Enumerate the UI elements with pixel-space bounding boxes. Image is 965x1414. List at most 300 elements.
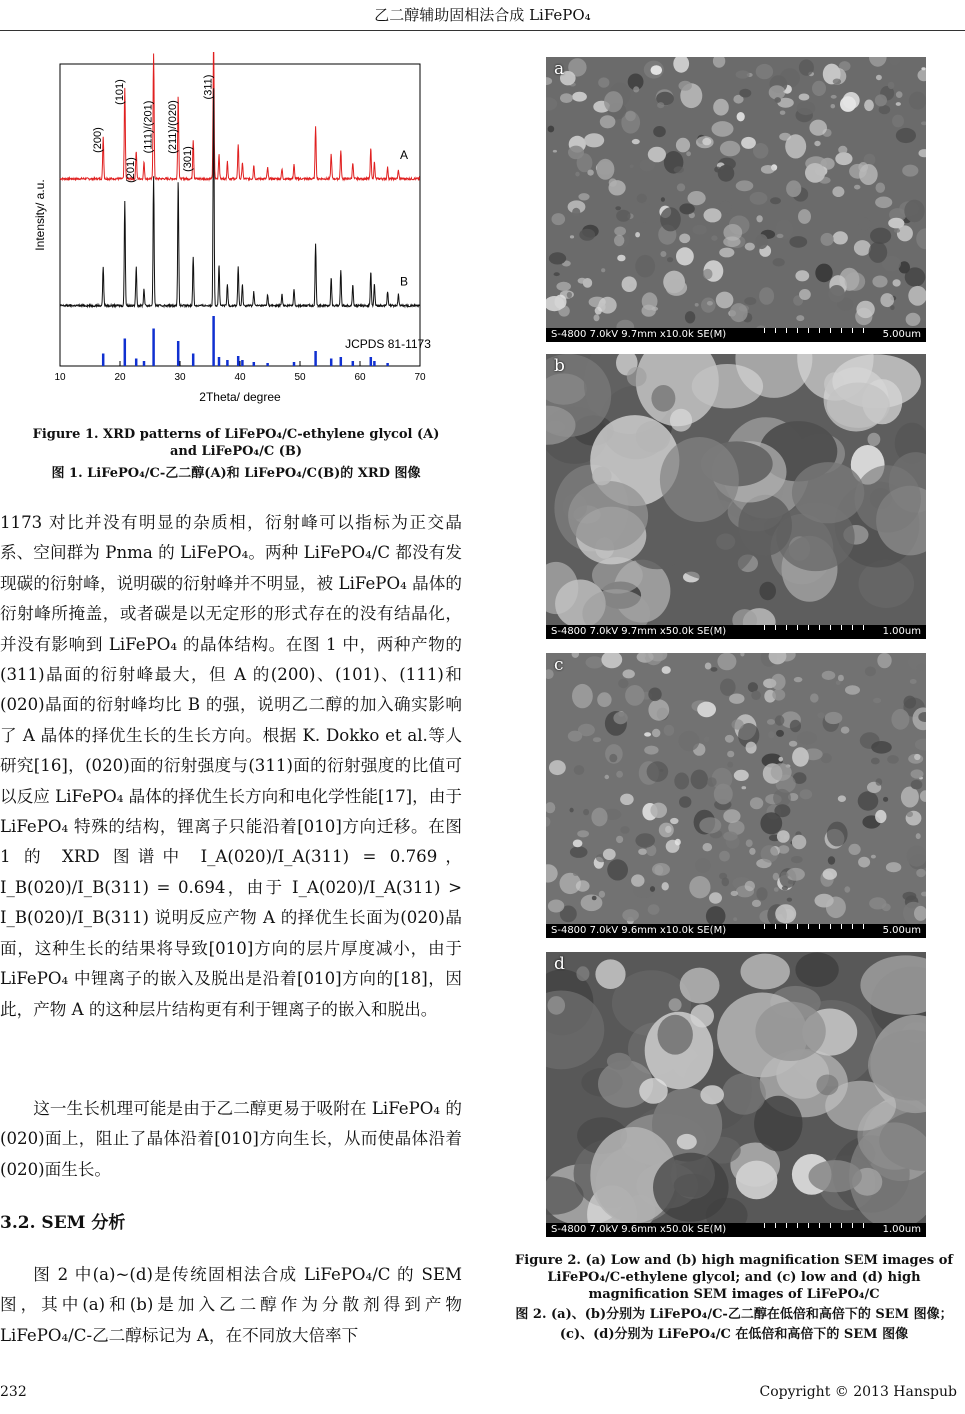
sem-particle xyxy=(780,111,786,115)
sem-particle xyxy=(779,757,784,762)
sem-particle xyxy=(789,741,797,747)
sem-particle xyxy=(737,112,745,121)
sem-particle xyxy=(736,1161,778,1200)
sem-particle xyxy=(679,234,690,244)
body-paragraph-2 xyxy=(0,1094,462,1185)
sem-particle xyxy=(660,437,739,522)
sem-particle xyxy=(822,671,836,680)
sem-particle xyxy=(831,104,836,108)
sem-particle xyxy=(773,258,785,266)
sem-particle xyxy=(697,702,716,718)
sem-particle xyxy=(690,1004,714,1027)
sem-particle xyxy=(586,656,604,668)
sem-particle xyxy=(576,880,590,891)
sem-particle xyxy=(574,765,585,775)
sem-particle xyxy=(662,882,669,890)
sem-particle xyxy=(620,794,634,805)
series-label: B xyxy=(399,274,409,289)
sem-particle xyxy=(725,735,734,743)
sem-particle xyxy=(756,215,762,222)
sem-particle xyxy=(880,293,894,307)
sem-particle xyxy=(711,667,718,672)
sem-info-bar xyxy=(546,1223,926,1237)
sem-label-c: c xyxy=(554,655,564,675)
sem-particle xyxy=(835,152,852,165)
sem-particle xyxy=(597,692,611,707)
sem-meta: S-4800 7.0kV 9.6mm x10.0k SE(M) xyxy=(551,925,727,936)
sem-particle xyxy=(827,383,890,428)
plot-frame xyxy=(60,64,420,366)
sem-particle xyxy=(858,791,879,810)
sem-particle xyxy=(711,235,717,240)
sem-particle xyxy=(858,857,870,868)
sem-particle xyxy=(648,904,660,915)
scale-ticks xyxy=(764,1223,874,1228)
sem-info-bar xyxy=(546,924,926,938)
sem-particle xyxy=(810,693,819,702)
sem-particle xyxy=(658,1015,693,1055)
sem-particle xyxy=(864,100,874,112)
sem-particle xyxy=(787,898,792,902)
sem-particle xyxy=(638,849,647,855)
sem-particle xyxy=(573,872,578,876)
sem-image-d xyxy=(546,952,926,1237)
sem-particle xyxy=(635,232,640,237)
sem-particle xyxy=(556,282,571,291)
sem-particle xyxy=(739,89,751,98)
sem-particle xyxy=(772,689,785,701)
sem-particle xyxy=(731,891,738,896)
sem-particle xyxy=(894,229,900,233)
sem-particle xyxy=(792,835,806,850)
sem-particle xyxy=(870,228,891,244)
sem-particle xyxy=(855,465,921,532)
sem-particle xyxy=(679,731,700,751)
sem-particle xyxy=(699,817,721,833)
sem-particle xyxy=(775,715,785,725)
sem-particle xyxy=(716,292,734,309)
sem-particle xyxy=(790,720,801,732)
copyright: Copyright © 2013 Hanspub xyxy=(759,1384,957,1400)
sem-particle xyxy=(650,803,667,818)
sem-particle xyxy=(617,255,625,262)
sem-particle xyxy=(877,653,891,668)
sem-info-bar xyxy=(546,328,926,342)
sem-particle xyxy=(770,197,781,204)
sem-particle xyxy=(741,137,756,149)
sem-particle xyxy=(779,133,791,141)
sem-particle xyxy=(707,777,717,787)
sem-particle xyxy=(620,826,629,834)
sem-particle xyxy=(560,93,573,103)
sem-particle xyxy=(670,409,692,432)
sem-particle xyxy=(794,677,803,682)
sem-particle xyxy=(553,150,557,153)
sem-particle xyxy=(548,996,566,1015)
page-number: 232 xyxy=(0,1384,27,1400)
sem-particle xyxy=(651,65,662,75)
sem-particle xyxy=(581,895,603,912)
sem-particle xyxy=(622,276,637,292)
sem-particle xyxy=(653,1153,729,1222)
sem-image-a xyxy=(546,57,926,342)
sem-label-a: a xyxy=(554,59,565,79)
sem-particle xyxy=(771,763,792,781)
sem-particle xyxy=(618,679,628,689)
sem-particle xyxy=(666,840,680,853)
sem-particle xyxy=(705,663,712,670)
sem-particle xyxy=(767,719,775,725)
scale-ticks xyxy=(764,924,874,929)
sem-particle xyxy=(723,237,740,248)
sem-particle xyxy=(696,136,714,148)
sem-particle xyxy=(814,141,820,146)
sem-particle xyxy=(909,92,926,110)
scale-ticks xyxy=(764,625,874,630)
sem-particle xyxy=(662,666,671,674)
sem-particle xyxy=(888,82,895,89)
sem-particle xyxy=(826,897,846,919)
sem-particle xyxy=(644,746,658,755)
sem-particle xyxy=(633,86,639,92)
sem-particle xyxy=(778,845,789,854)
sem-particle xyxy=(771,674,786,690)
sem-particle xyxy=(674,166,684,173)
sem-particle xyxy=(570,808,574,813)
sem-particle xyxy=(592,896,597,901)
sem-particle xyxy=(777,234,784,238)
sem-particle xyxy=(744,297,756,305)
sem-particle xyxy=(777,830,790,843)
series-line-B xyxy=(60,88,420,306)
figure2-caption-zh: 图 2. (a)、(b)分别为 LiFePO₄/C-乙二醇在低倍和高倍下的 SEM 图像；(c)、(d)分别为 LiFePO₄/C 在低倍和高倍下的 SEM 图像 xyxy=(515,1307,953,1342)
sem-particle xyxy=(704,208,722,222)
sem-particle xyxy=(849,844,861,855)
sem-particle xyxy=(873,698,881,703)
sem-particle xyxy=(679,81,692,91)
sem-particle xyxy=(616,771,623,778)
sem-particle xyxy=(676,247,694,265)
series-line-A xyxy=(60,52,420,180)
sem-particle xyxy=(883,797,888,802)
sem-particle xyxy=(781,872,789,879)
sem-particle xyxy=(709,892,722,903)
sem-particle xyxy=(838,795,846,802)
sem-info-bar xyxy=(546,625,926,639)
sem-particle xyxy=(795,270,809,281)
sem-particle xyxy=(616,836,623,843)
sem-particle xyxy=(798,209,811,224)
header-rule xyxy=(0,30,965,31)
peak-annotation: (211)/(020) xyxy=(167,100,180,154)
sem-particle xyxy=(648,699,669,720)
sem-particle xyxy=(741,954,790,990)
sem-particle xyxy=(572,684,593,708)
figure2-caption-en: Figure 2. (a) Low and (b) high magnification SEM images of LiFePO₄/C-ethylene glycol; and (c) low and (d) high magnification SEM images of LiFePO₄/C xyxy=(515,1253,953,1302)
sem-particle xyxy=(572,208,580,217)
x-tick-label: 50 xyxy=(294,372,306,383)
sem-particle xyxy=(595,959,625,989)
sem-scale: 1.00um xyxy=(882,1224,921,1235)
sem-particle xyxy=(809,1160,862,1192)
sem-particle xyxy=(815,264,832,283)
sem-particle xyxy=(573,840,583,848)
sem-particle xyxy=(828,856,835,864)
sem-particle xyxy=(833,231,848,244)
sem-particle xyxy=(623,669,635,678)
sem-particle xyxy=(836,681,841,685)
sem-particle xyxy=(753,143,768,159)
sem-particle xyxy=(893,279,901,286)
sem-particle xyxy=(723,831,737,840)
x-tick-label: 70 xyxy=(414,372,426,383)
paragraph-3: 图 2 中(a)~(d)是传统固相法合成 LiFePO₄/C 的 SEM 图，其中(a)和(b)是加入乙二醇作为分散剂得到产物 LiFePO₄/C-乙二醇标记为 A，在不同放大倍率下 xyxy=(0,1265,462,1345)
sem-particle xyxy=(896,128,916,143)
sem-particle xyxy=(593,737,601,742)
sem-particle xyxy=(746,839,753,847)
x-tick-label: 30 xyxy=(174,372,186,383)
sem-particle xyxy=(869,897,886,909)
sem-particle xyxy=(578,193,589,200)
series-label: JCPDS 81-1173 xyxy=(345,337,431,351)
peak-annotation: (201) xyxy=(125,157,138,183)
sem-particle xyxy=(911,769,924,778)
sem-particle xyxy=(640,159,655,171)
sem-particle xyxy=(746,742,757,754)
sem-particle xyxy=(859,164,878,185)
sem-particle xyxy=(714,784,733,805)
x-axis-label: 2Theta/ degree xyxy=(199,390,281,404)
sem-particle xyxy=(879,105,891,114)
sem-particle xyxy=(667,257,673,262)
sem-particle xyxy=(742,786,747,789)
sem-particle xyxy=(718,165,735,182)
sem-particle xyxy=(796,315,804,321)
sem-particle xyxy=(595,307,602,315)
sem-particle xyxy=(688,191,706,205)
sem-particle xyxy=(712,121,734,137)
sem-image-c xyxy=(546,653,926,938)
sem-particle xyxy=(607,1053,631,1070)
sem-particle xyxy=(647,761,669,782)
sem-particle xyxy=(904,200,924,223)
sem-particle xyxy=(552,213,566,225)
sem-particle xyxy=(890,305,894,310)
sem-particle xyxy=(609,178,617,186)
peak-annotation: (301) xyxy=(182,146,195,172)
sem-particle xyxy=(719,248,734,258)
sem-particle xyxy=(632,139,640,144)
sem-particle xyxy=(917,664,926,671)
sem-particle xyxy=(812,81,826,96)
sem-particle xyxy=(845,272,866,291)
sem-particle xyxy=(669,998,682,1011)
sem-particle xyxy=(642,305,656,317)
sem-particle xyxy=(719,851,730,862)
sem-particle xyxy=(752,900,761,907)
y-axis-label: Intensity/ a.u. xyxy=(33,179,47,251)
peak-annotation: (101) xyxy=(113,79,126,105)
sem-particle xyxy=(896,102,901,106)
sem-particle xyxy=(637,194,647,203)
sem-particle xyxy=(745,881,755,891)
sem-particle xyxy=(677,183,685,191)
sem-particle xyxy=(736,180,754,191)
sem-particle xyxy=(821,233,834,246)
sem-particle xyxy=(736,70,750,79)
sem-particle xyxy=(876,75,882,80)
sem-particle xyxy=(875,94,887,106)
sem-particle xyxy=(729,694,744,704)
sem-particle xyxy=(570,846,588,858)
sem-particle xyxy=(831,95,837,99)
sem-particle xyxy=(592,467,611,486)
sem-particle xyxy=(786,868,805,881)
sem-particle xyxy=(719,873,727,880)
sem-particle xyxy=(833,79,841,85)
sem-particle xyxy=(665,826,671,833)
sem-particle xyxy=(818,712,825,718)
sem-particle xyxy=(906,313,921,326)
sem-particle xyxy=(596,159,614,180)
sem-particle xyxy=(615,206,621,210)
sem-particle xyxy=(570,235,574,238)
sem-particle xyxy=(598,77,609,87)
body-paragraph-3 xyxy=(0,1260,462,1351)
sem-meta: S-4800 7.0kV 9.6mm x50.0k SE(M) xyxy=(551,1224,727,1235)
sem-particle xyxy=(584,133,604,147)
sem-particle xyxy=(549,760,566,775)
sem-particle xyxy=(730,303,748,322)
sem-particle xyxy=(761,165,775,174)
sem-particle xyxy=(844,886,850,892)
sem-particle xyxy=(869,242,888,263)
sem-particle xyxy=(875,810,886,823)
sem-particle xyxy=(701,298,716,313)
sem-particle xyxy=(607,859,628,880)
sem-particle xyxy=(760,812,782,834)
sem-particle xyxy=(604,91,623,112)
sem-particle xyxy=(674,773,689,790)
sem-particle xyxy=(568,146,584,160)
sem-particle xyxy=(921,67,925,70)
sem-particle xyxy=(677,1134,697,1150)
sem-particle xyxy=(907,846,926,867)
sem-particle xyxy=(841,727,850,734)
series-label: A xyxy=(399,147,409,162)
sem-particle xyxy=(902,165,918,177)
sem-particle xyxy=(756,64,773,79)
sem-particle xyxy=(703,269,713,280)
sem-particle xyxy=(906,811,913,817)
sem-particle xyxy=(614,227,626,236)
sem-particle xyxy=(577,830,589,837)
sem-particle xyxy=(774,97,781,103)
sem-particle xyxy=(786,180,801,197)
sem-particle xyxy=(664,725,675,736)
sem-particle xyxy=(614,235,624,246)
sem-particle xyxy=(676,138,690,153)
sem-particle xyxy=(825,712,843,724)
sem-particle xyxy=(832,186,844,197)
sem-particle xyxy=(891,709,909,730)
sem-particle xyxy=(704,737,710,743)
sem-particle xyxy=(700,1085,724,1104)
sem-particle xyxy=(755,1002,825,1061)
sem-particle xyxy=(722,1073,766,1114)
sem-particle xyxy=(661,197,665,202)
sem-particle xyxy=(871,855,876,859)
sem-particle xyxy=(627,367,647,387)
sem-particle xyxy=(755,234,768,249)
sem-particle xyxy=(554,272,560,276)
sem-particle xyxy=(599,891,605,898)
sem-particle xyxy=(856,301,874,318)
paragraph-1: 1173 对比并没有明显的杂质相，衍射峰可以指标为正交晶系、空间群为 Pnma 的 LiFePO₄。两种 LiFePO₄/C 都没有发现碳的衍射峰，说明碳的衍射峰并不明显，被 LiFePO₄ 晶体的衍射峰所掩盖，或者碳是以无定形的形式存在的没有结晶化，并没有影响到 LiFePO₄ 的晶体结构。在图 1 中，两种产物的(311)晶面的衍射峰最大，但 A 的(200)、(101)、(111)和(020)晶面的衍射峰均比 B 的强，说明乙二醇的加入确实影响了 A 晶体的择优生长的生长方向。根据 K. Dokko et al.等人研究[16]，(020)面的衍射强度与(311)面的衍射强度的比值可以反应 LiFePO₄ 晶体的择优生长方向和电化学性能[17]，由于 LiFePO₄ 特殊的结构，锂离子只能沿着[010]方向迁移。在图 1 的 XRD 图谱中 I_A(020)/I_A(311) = 0.769，I_B(020)/I_B(311) = 0.694，由于 I_A(020)/I_A(311) > I_B(020)/I_B(311) 说明反应产物 A 的择优生长面为(020)晶面，这种生长的结果将导致[010]方向的层片厚度减小，由于 LiFePO₄ 中锂离子的嵌入及脱出是沿着[010]方向的[18]，因此，产物 A 的这种层片结构更有利于锂离子的嵌入和脱出。 xyxy=(0,513,462,1019)
sem-particle xyxy=(549,252,566,264)
sem-particle xyxy=(840,96,856,112)
sem-particle xyxy=(865,667,876,677)
sem-particle xyxy=(636,203,654,223)
sem-particle xyxy=(916,833,921,839)
sem-particle xyxy=(734,770,749,781)
sem-scale: 5.00um xyxy=(882,925,921,936)
sem-particle xyxy=(871,758,880,765)
sem-particle xyxy=(609,754,617,762)
sem-particle xyxy=(759,582,776,600)
sem-particle xyxy=(805,163,825,183)
sem-particle xyxy=(695,303,699,307)
sem-particle xyxy=(686,151,691,156)
sem-particle xyxy=(695,858,711,872)
sem-particle xyxy=(916,869,926,877)
sem-particle xyxy=(911,780,923,790)
sem-particle xyxy=(775,904,796,923)
sem-particle xyxy=(723,809,740,823)
sem-particle xyxy=(639,1078,668,1104)
x-tick-label: 40 xyxy=(234,372,246,383)
body-paragraph-1 xyxy=(0,508,462,1025)
sem-particle xyxy=(666,280,687,296)
sem-particle xyxy=(567,292,572,298)
sem-particle xyxy=(910,679,917,684)
sem-particle xyxy=(773,789,791,807)
sem-particle xyxy=(823,868,837,879)
sem-particle xyxy=(838,146,847,154)
sem-particle xyxy=(576,966,589,981)
sem-particle xyxy=(616,210,630,222)
sem-particle xyxy=(679,796,691,808)
sem-particle xyxy=(750,797,763,809)
sem-particle xyxy=(827,822,848,847)
sem-particle xyxy=(625,111,636,122)
sem-particle xyxy=(583,809,589,815)
sem-particle xyxy=(776,730,784,737)
sem-particle xyxy=(745,243,755,251)
peak-annotation: (200) xyxy=(92,127,105,153)
sem-particle xyxy=(797,101,816,115)
sem-particle xyxy=(625,685,644,706)
sem-particle xyxy=(720,679,736,696)
sem-particle xyxy=(797,731,817,744)
sem-particle xyxy=(859,560,915,608)
sem-particle xyxy=(888,218,904,229)
sem-particle xyxy=(657,102,664,108)
xrd-chart xyxy=(28,52,448,412)
sem-particle xyxy=(587,170,593,176)
sem-particle xyxy=(901,787,919,808)
sem-particle xyxy=(583,278,592,288)
